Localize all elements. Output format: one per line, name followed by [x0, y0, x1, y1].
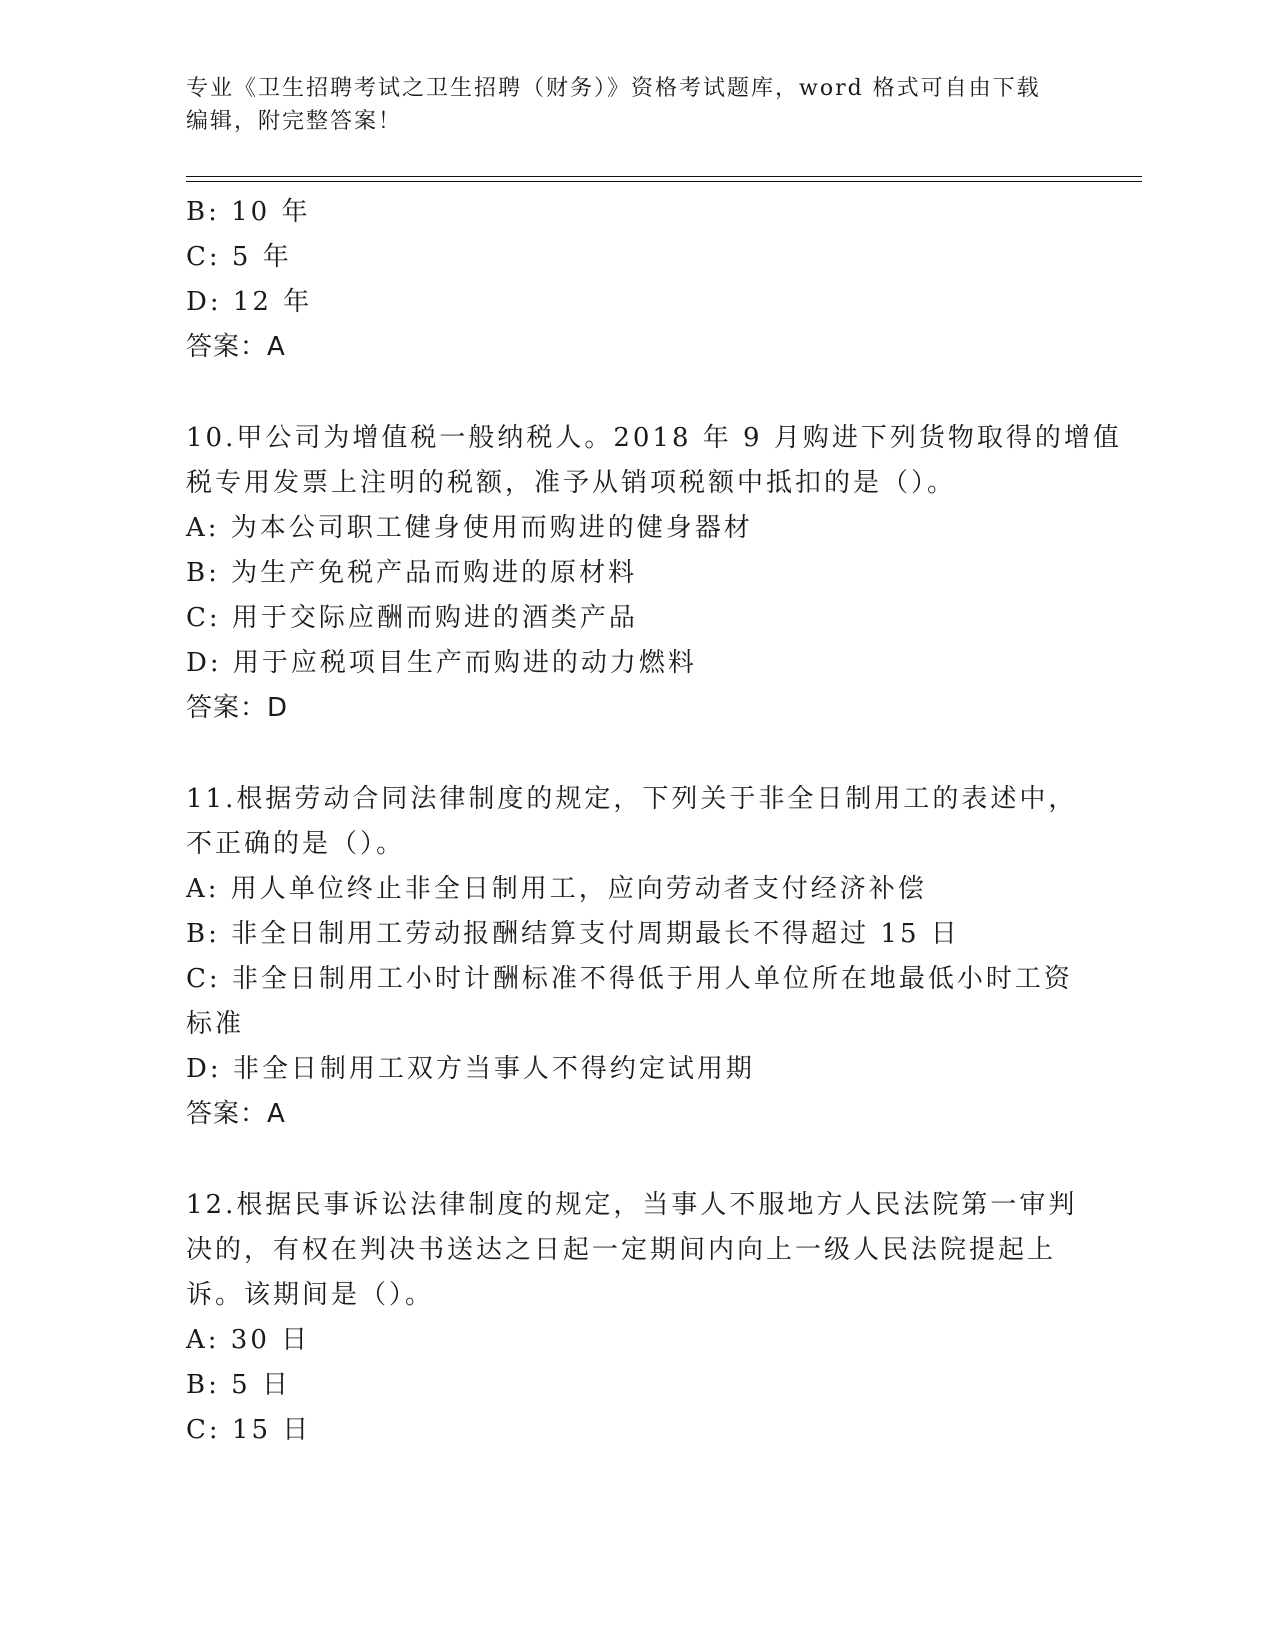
answer-line: 答案：A — [186, 1099, 286, 1129]
answer-line: 答案：A — [186, 332, 286, 362]
question-content — [186, 190, 1122, 1453]
question-11 — [186, 777, 1078, 1137]
question-stem: 12.根据民事诉讼法律制度的规定，当事人不服地方人民法院第一审判 — [186, 1190, 1078, 1220]
question-stem: 诉。该期间是（）。 — [186, 1280, 435, 1310]
header-divider-bottom — [186, 181, 1142, 182]
option-d: D: 非全日制用工双方当事人不得约定试用期 — [186, 1054, 755, 1084]
option-c-continued: 标准 — [186, 1009, 245, 1039]
document-header — [186, 72, 1066, 138]
option-c: C: 5 年 — [186, 242, 292, 272]
continued-question — [186, 190, 1066, 370]
question-stem: 决的，有权在判决书送达之日起一定期间内向上一级人民法院提起上 — [186, 1235, 1057, 1265]
option-a: A: 为本公司职工健身使用而购进的健身器材 — [186, 513, 753, 543]
question-stem: 不正确的是（）。 — [186, 829, 406, 859]
header-line-1: 专业《卫生招聘考试之卫生招聘（财务）》资格考试题库，word 格式可自由下载 — [186, 76, 1041, 101]
option-b: B: 10 年 — [186, 197, 311, 227]
option-c: C: 用于交际应酬而购进的酒类产品 — [186, 603, 638, 633]
option-d: D: 用于应税项目生产而购进的动力燃料 — [186, 648, 697, 678]
option-b: B: 5 日 — [186, 1370, 291, 1400]
answer-line: 答案：D — [186, 693, 289, 723]
question-stem: 10.甲公司为增值税一般纳税人。2018 年 9 月购进下列货物取得的增值 — [186, 423, 1122, 453]
spacer — [186, 370, 1066, 416]
option-b: B: 为生产免税产品而购进的原材料 — [186, 558, 638, 588]
question-stem: 税专用发票上注明的税额，准予从销项税额中抵扣的是（）。 — [186, 468, 957, 498]
question-10 — [186, 416, 1122, 731]
option-c: C: 非全日制用工小时计酬标准不得低于用人单位所在地最低小时工资 — [186, 964, 1073, 994]
option-a: A: 用人单位终止非全日制用工，应向劳动者支付经济补偿 — [186, 874, 927, 904]
question-stem: 11.根据劳动合同法律制度的规定，下列关于非全日制用工的表述中， — [186, 784, 1078, 814]
question-12 — [186, 1183, 1078, 1453]
option-b: B: 非全日制用工劳动报酬结算支付周期最长不得超过 15 日 — [186, 919, 960, 949]
header-line-2: 编辑，附完整答案！ — [186, 109, 403, 134]
spacer — [186, 731, 1066, 777]
option-a: A: 30 日 — [186, 1325, 311, 1355]
spacer — [186, 1137, 1066, 1183]
header-divider-top — [186, 176, 1142, 177]
option-c: C: 15 日 — [186, 1415, 312, 1445]
option-d: D: 12 年 — [186, 287, 313, 317]
